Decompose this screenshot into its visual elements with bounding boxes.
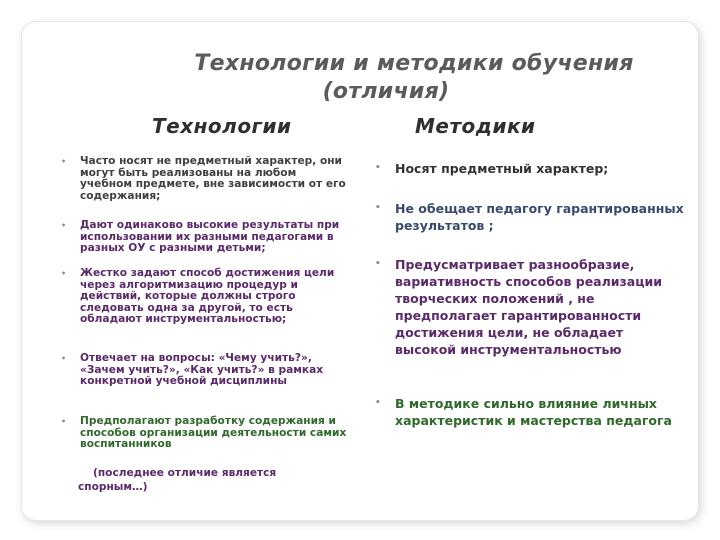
bullet-icon: • (61, 221, 67, 230)
title-line-1: Технологии и методики обучения (194, 51, 634, 76)
list-item (60, 353, 350, 388)
list-item-text: Отвечает на вопросы: «Чему учить?», «Зачем учить?», «Как учить?» в рамках конкретной учебной дисциплины (80, 352, 324, 387)
title-line-2: (отличия) (322, 79, 450, 104)
list-item-text: Часто носят не предметный характер, они могут быть реализованы на любом учебном предмете, вне зависимости от его содержания; (80, 155, 346, 202)
column-header-methods: Методики (415, 114, 536, 138)
column-header-technologies: Технологии (152, 114, 292, 138)
bullet-icon: • (61, 354, 67, 363)
list-item-text: Предполагают разработку содержания и способов организации деятельности самих воспитанников (80, 415, 347, 450)
list-item (60, 220, 350, 255)
list-item-text: Не обещает педагогу гарантированных результатов ; (395, 201, 684, 233)
footnote-line-1: (последнее отличие является (93, 467, 277, 479)
bullet-icon: • (375, 203, 381, 213)
list-item (60, 156, 350, 202)
bullet-icon: • (375, 398, 381, 408)
list-item (60, 268, 350, 326)
footnote-line-2: спорным…) (78, 481, 148, 493)
list-item-text: Дают одинаково высокие результаты при использовании их разными педагогами в разных ОУ с разными детьми; (80, 219, 340, 254)
list-item-text: Носят предметный характер; (395, 161, 609, 176)
slide-title (0, 50, 720, 106)
list-item (375, 395, 685, 429)
bullet-icon: • (375, 259, 381, 269)
list-item (375, 256, 685, 358)
list-item-text: В методике сильно влияние личных характеристик и мастерства педагога (395, 396, 672, 428)
bullet-icon: • (61, 157, 67, 166)
list-item-text: Жестко задают способ достижения цели через алгоритмизацию процедур и действий, которые должны строго следовать одна за другой, то есть обладают инструментальностью; (80, 267, 335, 325)
list-item (375, 200, 685, 234)
bullet-icon: • (375, 163, 381, 173)
footnote (78, 466, 338, 494)
bullet-icon: • (61, 269, 67, 278)
list-item-text: Предусматривает разнообразие, вариативность способов реализации творческих положений , не предполагает гарантированности достижения цели, не обладает высокой инструментальностью (395, 257, 662, 357)
bullet-icon: • (61, 417, 67, 426)
list-item (375, 160, 685, 177)
list-item (60, 416, 350, 451)
